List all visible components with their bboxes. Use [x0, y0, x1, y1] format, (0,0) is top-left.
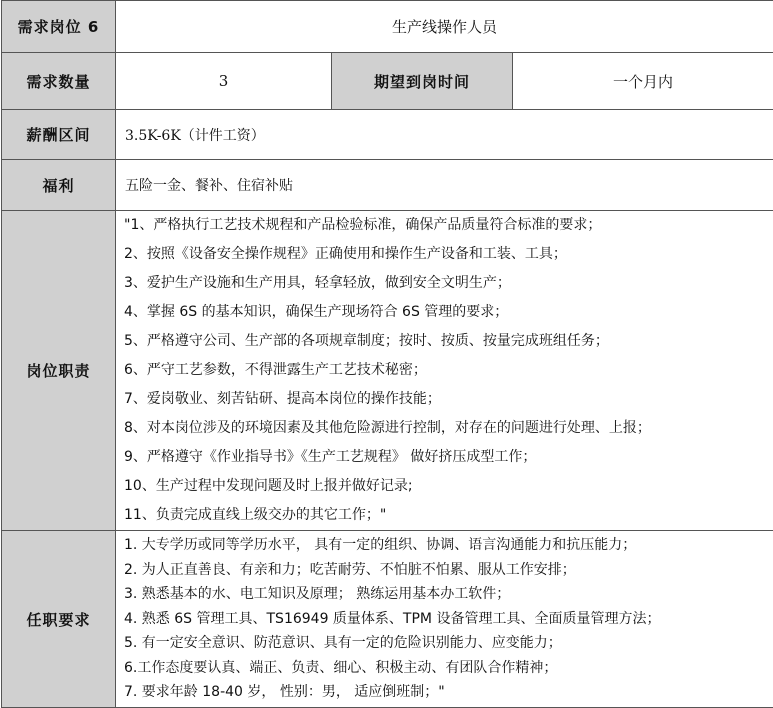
salary-row	[2, 110, 773, 160]
duties-row	[2, 211, 773, 531]
requirements-list	[116, 533, 773, 705]
job-table	[1, 0, 773, 708]
duties-cell	[116, 211, 773, 531]
quantity-row	[2, 53, 773, 110]
requirement-item: 5. 有一定安全意识、防范意识、具有一定的危险识别能力、应变能力；	[124, 635, 562, 652]
position-value: 生产线操作人员	[116, 1, 773, 53]
duty-item: 8、对本岗位涉及的环境因素及其他危险源进行控制，对存在的问题进行处理、上报；	[124, 420, 651, 436]
duty-item: 10、生产过程中发现问题及时上报并做好记录;	[124, 478, 413, 494]
requirement-item: 6.工作态度要认真、端正、负责、细心、积极主动、有团队合作精神；	[124, 659, 558, 676]
arrival-value: 一个月内	[513, 53, 773, 110]
duties-list	[116, 211, 773, 530]
duties-label: 岗位职责	[2, 211, 116, 531]
benefits-value: 五险一金、餐补、住宿补贴	[116, 160, 773, 211]
requirements-label: 任职要求	[2, 531, 116, 708]
requirement-item: 2. 为人正直善良、有亲和力；吃苦耐劳、不怕脏不怕累、服从工作安排；	[124, 561, 576, 578]
requirement-item: 3. 熟悉基本的水、电工知识及原理； 熟练运用基本办工软件；	[124, 586, 511, 603]
quantity-value: 3	[116, 53, 332, 110]
requirement-item: 7. 要求年龄 18-40 岁， 性别：男， 适应倒班制；"	[124, 684, 445, 701]
salary-value: 3.5K-6K（计件工资）	[116, 110, 773, 160]
duty-item: 5、严格遵守公司、生产部的各项规章制度；按时、按质、按量完成班组任务；	[124, 333, 609, 349]
benefits-label: 福利	[2, 160, 116, 211]
duty-item: 11、负责完成直线上级交办的其它工作；"	[124, 507, 387, 523]
arrival-label: 期望到岗时间	[332, 53, 513, 110]
duty-item: 6、严守工艺参数，不得泄露生产工艺技术秘密；	[124, 362, 427, 378]
requirements-cell	[116, 531, 773, 708]
quantity-label: 需求数量	[2, 53, 116, 110]
duty-item: 3、爱护生产设施和生产用具，轻拿轻放，做到安全文明生产；	[124, 275, 511, 291]
duty-item: 9、严格遵守《作业指导书》《生产工艺规程》 做好挤压成型工作；	[124, 449, 537, 465]
requirement-item: 4. 熟悉 6S 管理工具、TS16949 质量体系、TPM 设备管理工具、全面质量管理方法；	[124, 610, 661, 627]
requirement-item: 1. 大专学历或同等学历水平， 具有一定的组织、协调、语言沟通能力和抗压能力；	[124, 537, 637, 554]
duty-item: "1、严格执行工艺技术规程和产品检验标准，确保产品质量符合标准的要求；	[124, 217, 602, 233]
duty-item: 4、掌握 6S 的基本知识，确保生产现场符合 6S 管理的要求；	[124, 304, 509, 320]
position-label: 需求岗位 6	[2, 1, 116, 53]
duty-item: 2、按照《设备安全操作规程》正确使用和操作生产设备和工装、工具；	[124, 246, 567, 262]
benefits-row	[2, 160, 773, 211]
requirements-row	[2, 531, 773, 708]
position-row	[2, 1, 773, 53]
duty-item: 7、爱岗敬业、刻苦钻研、提高本岗位的操作技能；	[124, 391, 441, 407]
salary-label: 薪酬区间	[2, 110, 116, 160]
